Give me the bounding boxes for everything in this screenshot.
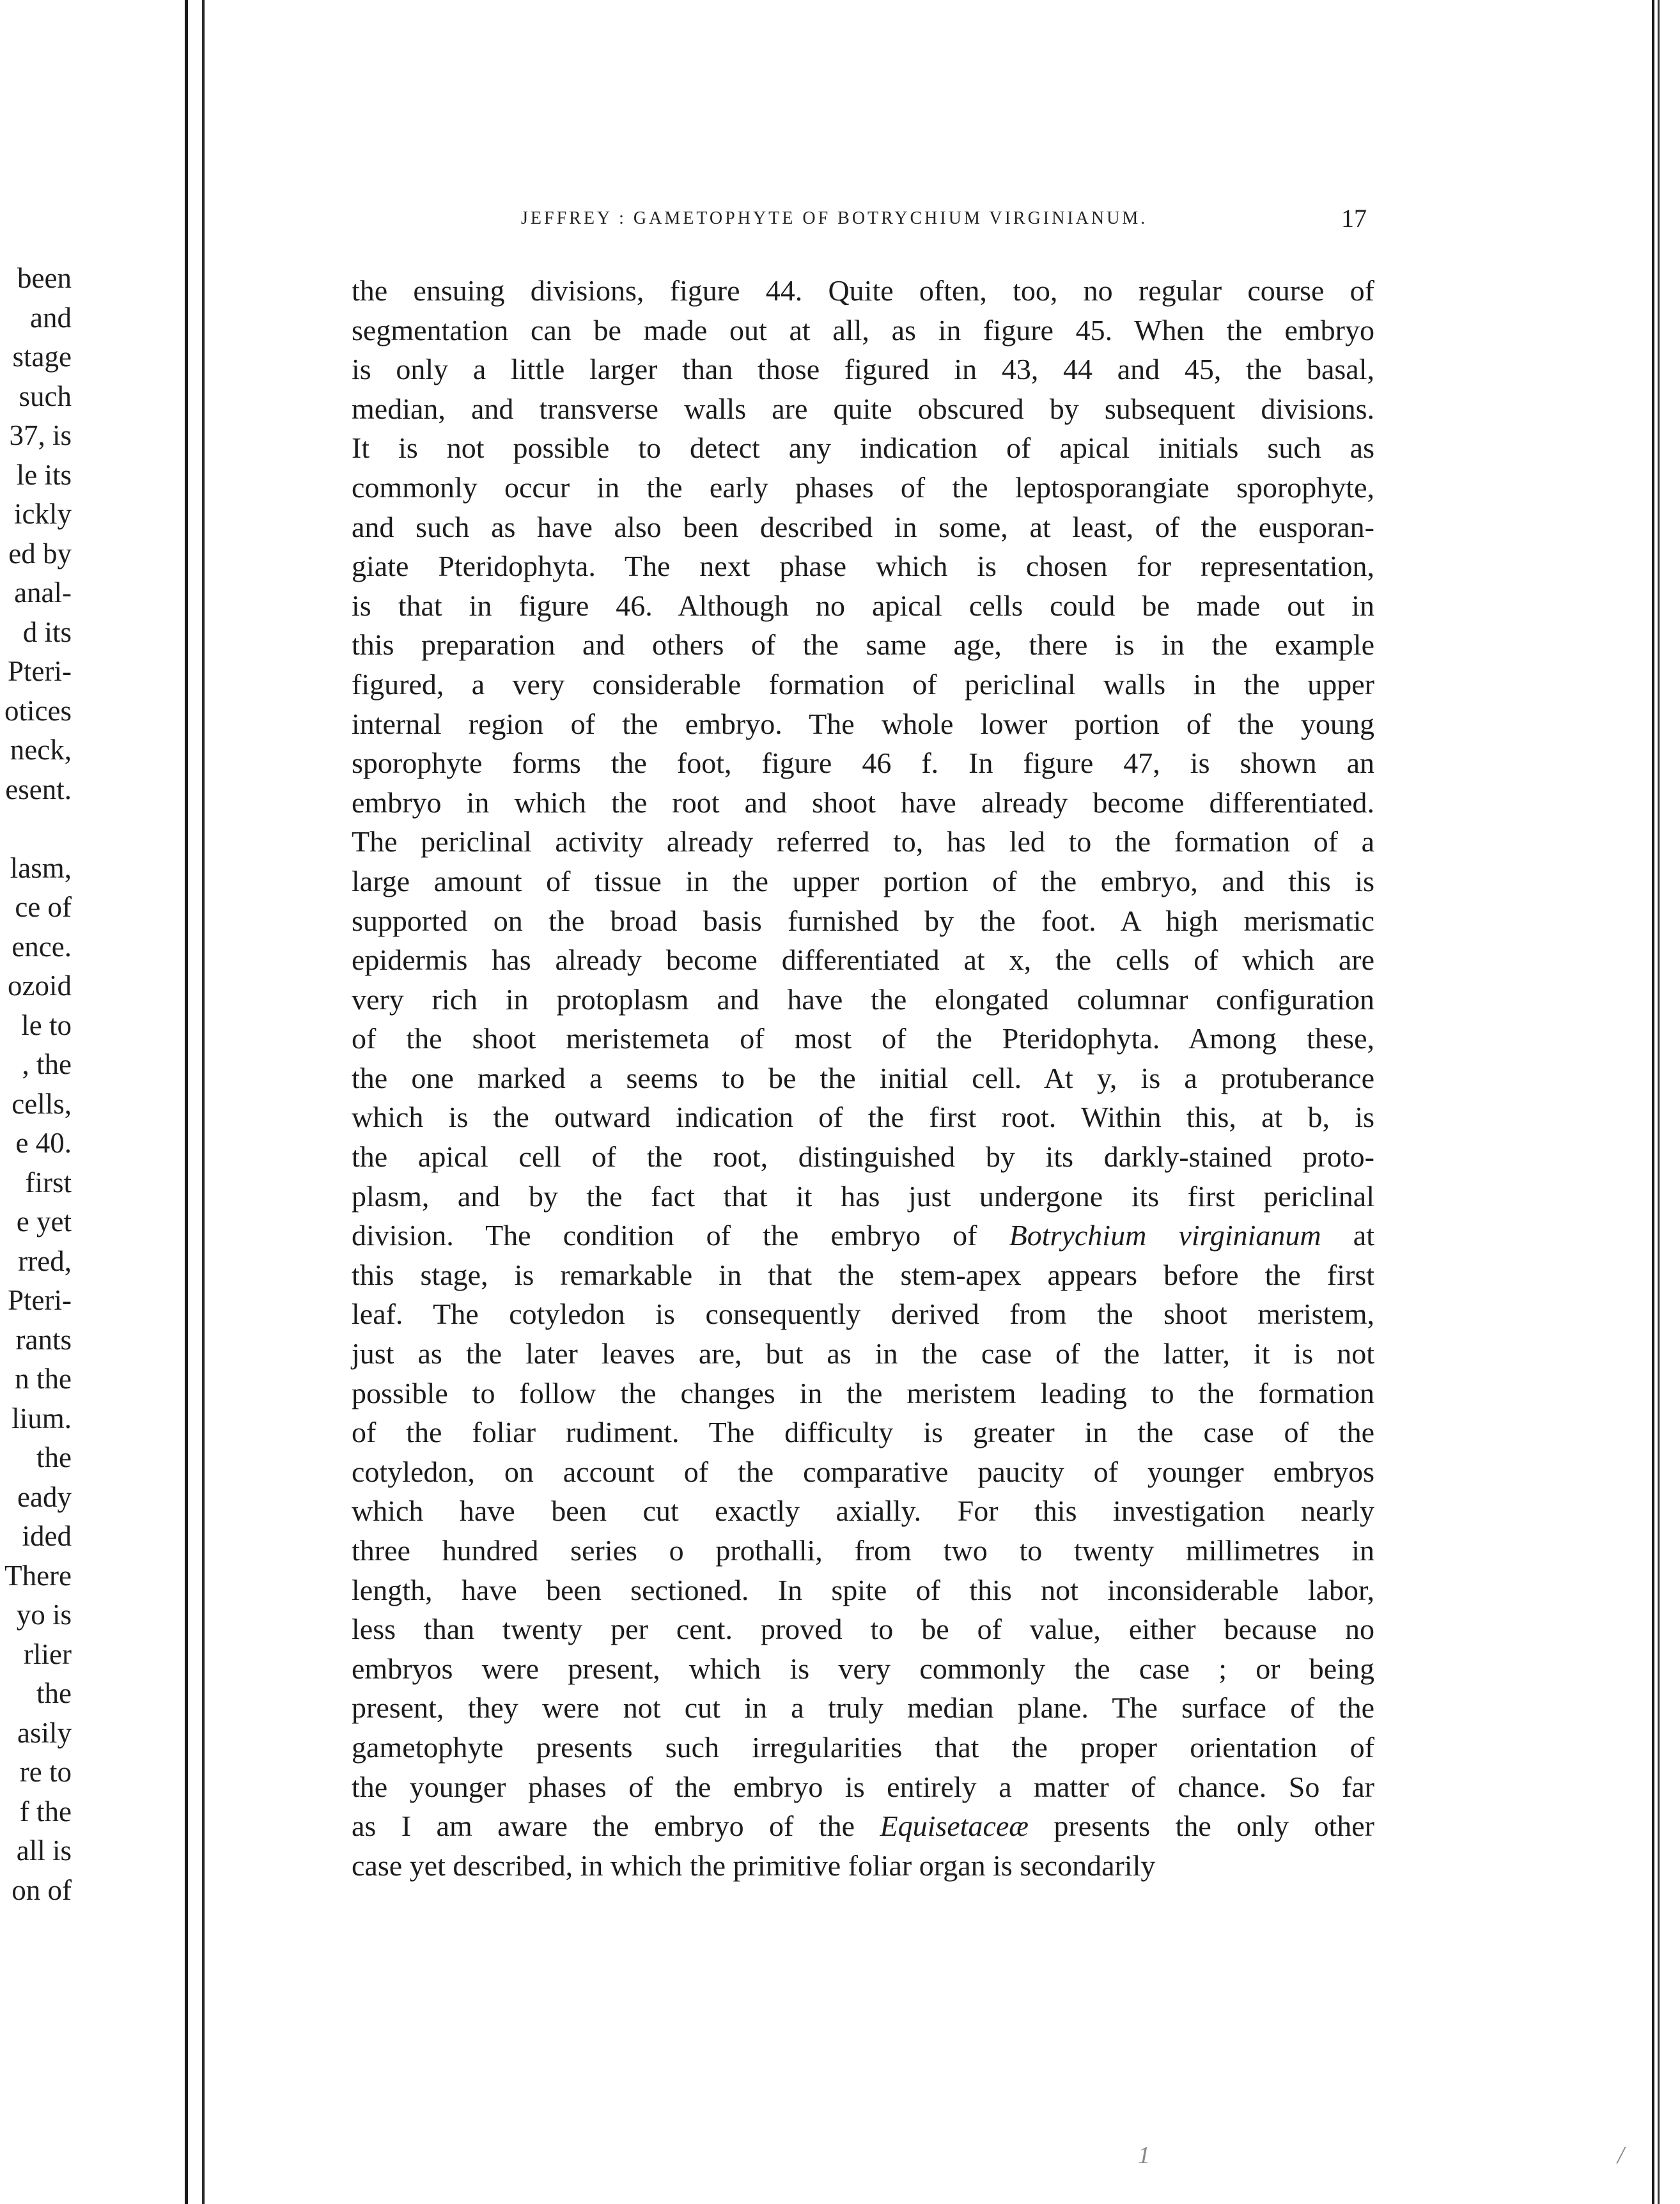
body-line: embryo in which the root and shoot have already become differentiated. <box>352 786 1374 819</box>
body-line: internal region of the embryo. The whole lower portion of the young <box>352 707 1374 740</box>
running-head: JEFFREY : GAMETOPHYTE OF BOTRYCHIUM VIRGINIANUM. <box>521 208 1148 228</box>
facing-page-line: f the <box>19 1795 72 1828</box>
facing-page-line: stage <box>12 341 72 373</box>
body-line: very rich in protoplasm and have the elongated columnar configuration <box>352 982 1374 1016</box>
body-line: which is the outward indication of the first root. Within this, at b, is <box>352 1101 1374 1134</box>
facing-page-line: Pteri- <box>8 1284 72 1316</box>
facing-page-line: ed by <box>8 537 72 570</box>
facing-page-line: e yet <box>16 1206 72 1238</box>
body-line: epidermis has already become differentiated at x, the cells of which are <box>352 943 1374 977</box>
facing-page-line: cells, <box>12 1087 72 1120</box>
facing-page-line: , the <box>22 1048 72 1080</box>
facing-page-line: anal- <box>14 577 72 609</box>
body-line: figured, a very considerable formation of periclinal walls in the upper <box>352 667 1374 701</box>
facing-page-line: There <box>4 1559 72 1592</box>
body-line: leaf. The cotyledon is consequently derived from the shoot meristem, <box>352 1298 1374 1331</box>
body-line: is only a little larger than those figured in 43, 44 and 45, the basal, <box>352 353 1374 386</box>
facing-page-line: ce of <box>15 891 72 923</box>
facing-page-line: le its <box>16 458 72 491</box>
facing-page-line: lium. <box>12 1402 72 1434</box>
body-line: length, have been sectioned. In spite of this not inconsiderable labor, <box>352 1573 1374 1606</box>
scan-mark-bottom: 1 <box>1138 2142 1150 2169</box>
gutter-line-right <box>1658 0 1660 2204</box>
body-line: three hundred series o prothalli, from two to twenty millimetres in <box>352 1534 1374 1567</box>
facing-page-line <box>4 809 72 849</box>
page-edge-line-left <box>202 0 205 2204</box>
body-line: giate Pteridophyta. The next phase which is chosen for representation, <box>352 550 1374 583</box>
facing-page-line: e 40. <box>15 1127 72 1159</box>
body-text <box>352 271 1374 1885</box>
facing-page-line: ence. <box>12 930 72 963</box>
facing-page-line: ozoid <box>8 970 72 1002</box>
facing-page-line: ided <box>22 1520 72 1552</box>
body-line: present, they were not cut in a truly median plane. The surface of the <box>352 1691 1374 1725</box>
body-line: possible to follow the changes in the meristem leading to the formation <box>352 1376 1374 1409</box>
body-line: segmentation can be made out at all, as in figure 45. When the embryo <box>352 313 1374 346</box>
body-line: and such as have also been described in some, at least, of the eusporan- <box>352 510 1374 543</box>
body-line: as I am aware the embryo of the Equisetaceæ presents the only other <box>352 1810 1374 1843</box>
facing-page-line: rlier <box>24 1638 72 1670</box>
body-line: The periclinal activity already referred to, has led to the formation of a <box>352 825 1374 858</box>
body-line: the apical cell of the root, distinguished by its darkly-stained proto- <box>352 1140 1374 1174</box>
italic-term: Equisetaceæ <box>880 1810 1029 1843</box>
facing-page-line: asily <box>17 1716 72 1749</box>
body-line: which have been cut exactly axially. For this investigation nearly <box>352 1494 1374 1528</box>
body-line: this preparation and others of the same age, there is in the example <box>352 628 1374 662</box>
facing-page-line: the <box>36 1677 72 1709</box>
facing-page-line: on of <box>12 1874 72 1906</box>
body-line: sporophyte forms the foot, figure 46 f. In figure 47, is shown an <box>352 747 1374 780</box>
body-line: cotyledon, on account of the comparative paucity of younger embryos <box>352 1455 1374 1488</box>
body-line: of the shoot meristemeta of most of the Pteridophyta. Among these, <box>352 1022 1374 1055</box>
body-line: plasm, and by the fact that it has just undergone its first periclinal <box>352 1179 1374 1213</box>
facing-page-line: re to <box>19 1756 72 1788</box>
body-line: is that in figure 46. Although no apical cells could be made out in <box>352 589 1374 622</box>
page-edge-line-right <box>1652 0 1654 2204</box>
facing-page-line: le to <box>21 1009 72 1041</box>
facing-page-line: n the <box>15 1363 72 1395</box>
body-line: the one marked a seems to be the initial cell. At y, is a protuberance <box>352 1061 1374 1094</box>
facing-page-line: 37, is <box>9 419 72 451</box>
facing-page-line: otices <box>4 694 72 727</box>
body-line: large amount of tissue in the upper portion of the embryo, and this is <box>352 864 1374 897</box>
facing-page-line: ickly <box>14 498 72 530</box>
facing-page-line: d its <box>22 616 72 648</box>
body-line: median, and transverse walls are quite obscured by subsequent divisions. <box>352 392 1374 425</box>
body-line: commonly occur in the early phases of the leptosporangiate sporophyte, <box>352 470 1374 504</box>
body-line: the ensuing divisions, figure 44. Quite often, too, no regular course of <box>352 274 1374 307</box>
facing-page-line: rred, <box>18 1245 72 1277</box>
body-line: supported on the broad basis furnished by the foot. A high merismatic <box>352 904 1374 937</box>
body-line: just as the later leaves are, but as in the case of the latter, it is not <box>352 1337 1374 1370</box>
facing-page-line: neck, <box>10 734 72 766</box>
body-line: the younger phases of the embryo is entirely a matter of chance. So far <box>352 1770 1374 1803</box>
facing-page-line: and <box>30 301 72 334</box>
facing-page-line: lasm, <box>10 851 72 884</box>
page-number: 17 <box>1341 204 1367 233</box>
facing-page-line: the <box>36 1441 72 1473</box>
facing-page-text <box>4 259 72 1910</box>
body-line: of the foliar rudiment. The difficulty is greater in the case of the <box>352 1416 1374 1449</box>
facing-page-line: Pteri- <box>8 655 72 687</box>
facing-page-line: been <box>17 262 72 294</box>
gutter-line-left <box>185 0 188 2204</box>
facing-page-line: rants <box>15 1323 72 1356</box>
body-line: this stage, is remarkable in that the stem-apex appears before the first <box>352 1258 1374 1291</box>
body-line: gametophyte presents such irregularities that the proper orientation of <box>352 1730 1374 1764</box>
body-line: case yet described, in which the primitive foliar organ is secondarily <box>352 1849 1156 1882</box>
body-line: embryos were present, which is very commonly the case ; or being <box>352 1652 1374 1685</box>
facing-page-line: eady <box>17 1480 72 1513</box>
facing-page-line: esent. <box>5 773 72 805</box>
scan-mark-right: / <box>1617 2142 1624 2169</box>
facing-page-line: yo is <box>16 1599 72 1631</box>
body-line: division. The condition of the embryo of Botrychium virginianum at <box>352 1219 1374 1252</box>
italic-term: Botrychium virginianum <box>1009 1219 1321 1252</box>
facing-page-fragment <box>0 0 192 2204</box>
facing-page-line: all is <box>16 1835 72 1866</box>
body-line: It is not possible to detect any indication of apical initials such as <box>352 431 1374 465</box>
facing-page-line: such <box>19 380 72 412</box>
body-line: less than twenty per cent. proved to be of value, either because no <box>352 1613 1374 1646</box>
facing-page-line: first <box>25 1166 72 1199</box>
